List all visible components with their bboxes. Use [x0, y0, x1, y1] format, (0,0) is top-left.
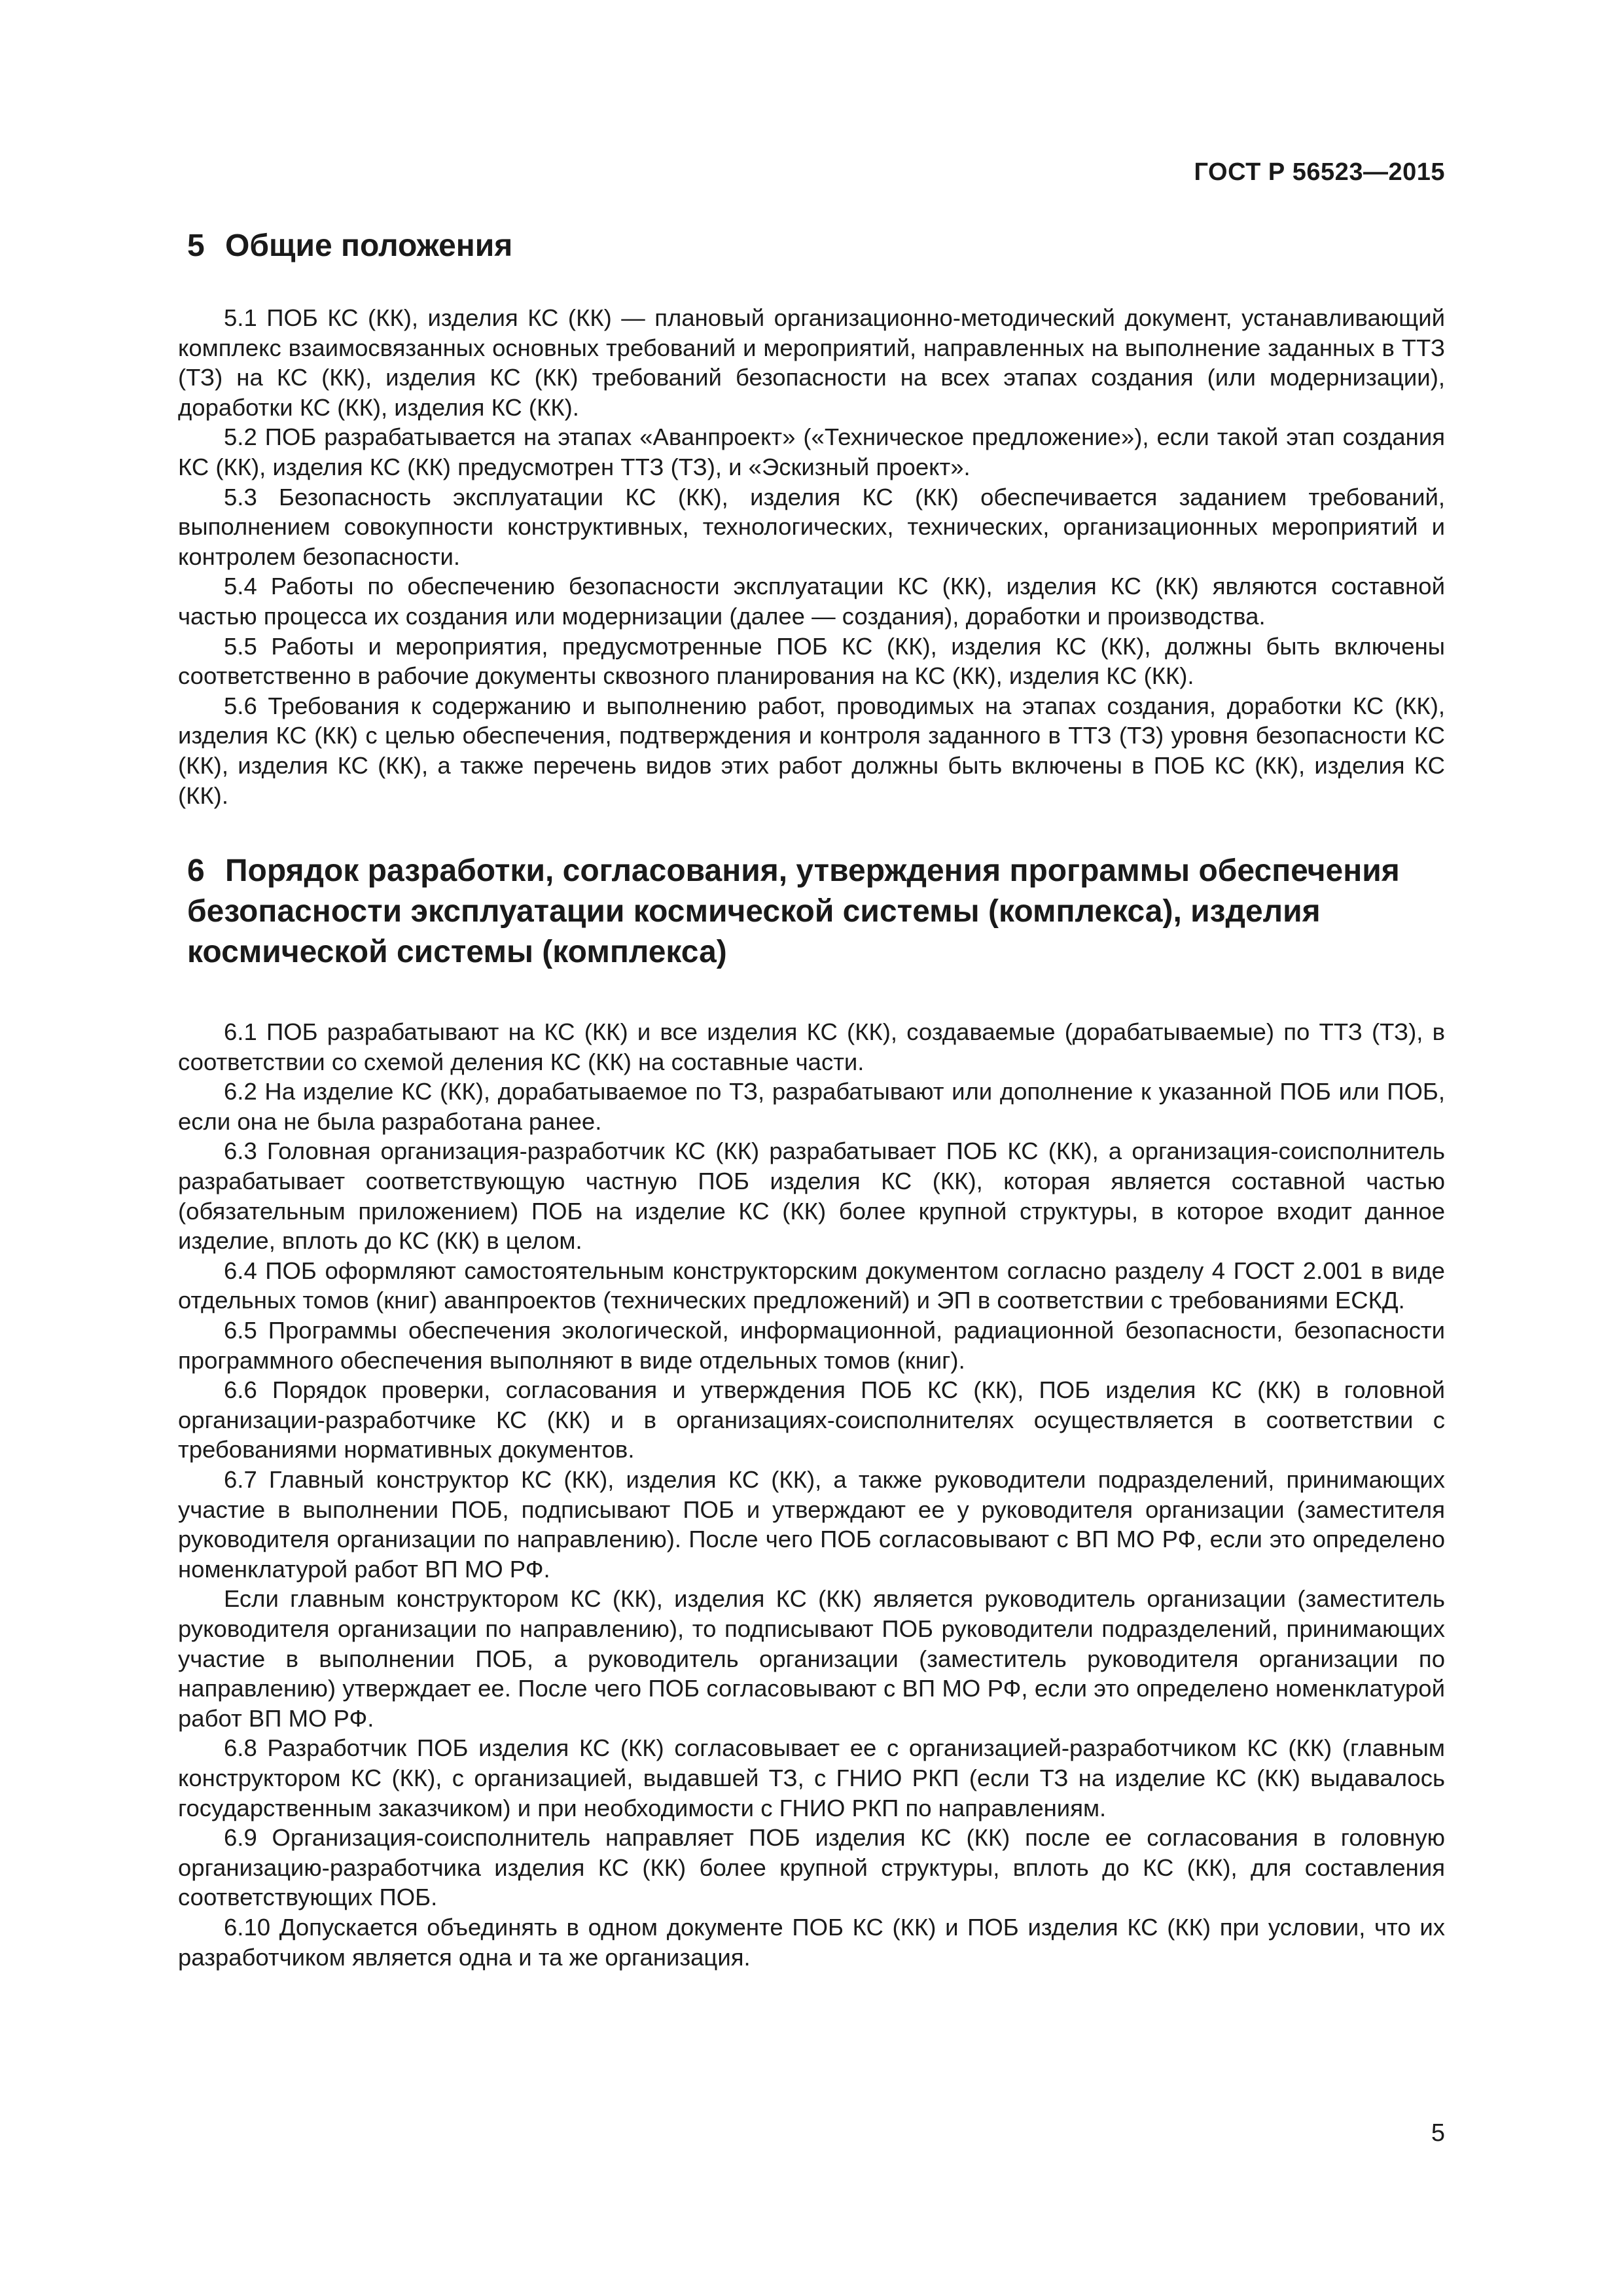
- paragraph-5-5: 5.5 Работы и мероприятия, предусмотренные ПОБ КС (КК), изделия КС (КК), должны быть включены соответственно в рабочие документы сквозного планирования на КС (КК), изделия КС (КК).: [178, 632, 1445, 690]
- paragraph-6-9: 6.9 Организация-соисполнитель направляет ПОБ изделия КС (КК) после ее согласования в головную организацию-разработчика изделия КС (КК) более крупной структуры, вплоть до КС (КК), для составления соответствующих ПОБ.: [178, 1824, 1445, 1911]
- page-content: [178, 226, 1445, 1972]
- paragraph-6-3: 6.3 Головная организация-разработчик КС (КК) разрабатывает ПОБ КС (КК), а организация-соисполнитель разрабатывает соответствующую частную ПОБ изделия КС (КК), которая является составной частью (обязательным приложением) ПОБ на изделие КС (КК) более крупной структуры, в которое входит данное изделие, вплоть до КС (КК) в целом.: [178, 1138, 1445, 1255]
- paragraph-6-7: 6.7 Главный конструктор КС (КК), изделия КС (КК), а также руководители подразделений, принимающих участие в выполнении ПОБ, подписывают ПОБ и утверждают ее у руководителя организации (заместителя руководителя организации по направлению). После чего ПОБ согласовывают с ВП МО РФ, если это определено номенклатурой работ ВП МО РФ.: [178, 1466, 1445, 1583]
- section-6-title: [178, 851, 1445, 973]
- paragraph-6-8: 6.8 Разработчик ПОБ изделия КС (КК) согласовывает ее с организацией-разработчиком КС (КК) (главным конструктором КС (КК), с организацией, выдавшей ТЗ, с ГНИО РКП (если ТЗ на изделие КС (КК) выдавалось государственным заказчиком) и при необходимости с ГНИО РКП по направлениям.: [178, 1734, 1445, 1821]
- paragraph-6-7-cont: Если главным конструктором КС (КК), изделия КС (КК) является руководитель организации (заместитель руководителя организации по направлению), то подписывают ПОБ руководители подразделений, принимающих участие в выполнении ПОБ, а руководитель организации (заместитель руководителя организации по направлению) утверждает ее. После чего ПОБ согласовывают с ВП МО РФ, если это определено номенклатурой работ ВП МО РФ.: [178, 1585, 1445, 1732]
- section-5-number: 5: [187, 228, 205, 263]
- section-5-title: [178, 226, 1445, 266]
- paragraph-5-4: 5.4 Работы по обеспечению безопасности эксплуатации КС (КК), изделия КС (КК) являются составной частью процесса их создания или модернизации (далее — создания), доработки и производства.: [178, 573, 1445, 630]
- paragraph-5-3: 5.3 Безопасность эксплуатации КС (КК), изделия КС (КК) обеспечивается заданием требований, выполнением совокупности конструктивных, технологических, технических, организационных мероприятий и контролем безопасности.: [178, 483, 1445, 570]
- paragraph-6-10: 6.10 Допускается объединять в одном документе ПОБ КС (КК) и ПОБ изделия КС (КК) при условии, что их разработчиком является одна и та же организация.: [178, 1913, 1445, 1971]
- section-6-number: 6: [187, 853, 205, 889]
- paragraph-6-5: 6.5 Программы обеспечения экологической, информационной, радиационной безопасности, безопасности программного обеспечения выполняют в виде отдельных томов (книг).: [178, 1317, 1445, 1374]
- paragraph-5-2: 5.2 ПОБ разрабатывается на этапах «Аванпроект» («Техническое предложение»), если такой этап создания КС (КК), изделия КС (КК) предусмотрен ТТЗ (ТЗ), и «Эскизный проект».: [178, 423, 1445, 480]
- section-6-heading: Порядок разработки, согласования, утверждения программы обеспечения безопасности эксплуатации космической системы (комплекса), изделия космической системы (комплекса): [187, 853, 1400, 970]
- document-code: ГОСТ Р 56523—2015: [1194, 158, 1445, 186]
- section-5-heading: Общие положения: [225, 228, 513, 263]
- paragraph-6-4: 6.4 ПОБ оформляют самостоятельным конструкторским документом согласно разделу 4 ГОСТ 2.001 в виде отдельных томов (книг) аванпроектов (технических предложений) и ЭП в соответствии с требованиями ЕСКД.: [178, 1257, 1445, 1314]
- paragraph-6-2: 6.2 На изделие КС (КК), дорабатываемое по ТЗ, разрабатывают или дополнение к указанной ПОБ или ПОБ, если она не была разработана ранее.: [178, 1078, 1445, 1135]
- paragraph-6-6: 6.6 Порядок проверки, согласования и утверждения ПОБ КС (КК), ПОБ изделия КС (КК) в головной организации-разработчике КС (КК) и в организациях-соисполнителях осуществляется в соответствии с требованиями нормативных документов.: [178, 1376, 1445, 1463]
- page-number: 5: [1431, 2119, 1445, 2147]
- paragraph-5-1: 5.1 ПОБ КС (КК), изделия КС (КК) — плановый организационно-методический документ, устанавливающий комплекс взаимосвязанных основных требований и мероприятий, направленных на выполнение заданных в ТТЗ (ТЗ) на КС (КК), изделия КС (КК) требований безопасности на всех этапах создания (или модернизации), доработки КС (КК), изделия КС (КК).: [178, 304, 1445, 421]
- paragraph-5-6: 5.6 Требования к содержанию и выполнению работ, проводимых на этапах создания, доработки КС (КК), изделия КС (КК) с целью обеспечения, подтверждения и контроля заданного в ТТЗ (ТЗ) уровня безопасности КС (КК), изделия КС (КК), а также перечень видов этих работ должны быть включены в ПОБ КС (КК), изделия КС (КК).: [178, 692, 1445, 809]
- paragraph-6-1: 6.1 ПОБ разрабатывают на КС (КК) и все изделия КС (КК), создаваемые (дорабатываемые) по ТТЗ (ТЗ), в соответствии со схемой деления КС (КК) на составные части.: [178, 1018, 1445, 1075]
